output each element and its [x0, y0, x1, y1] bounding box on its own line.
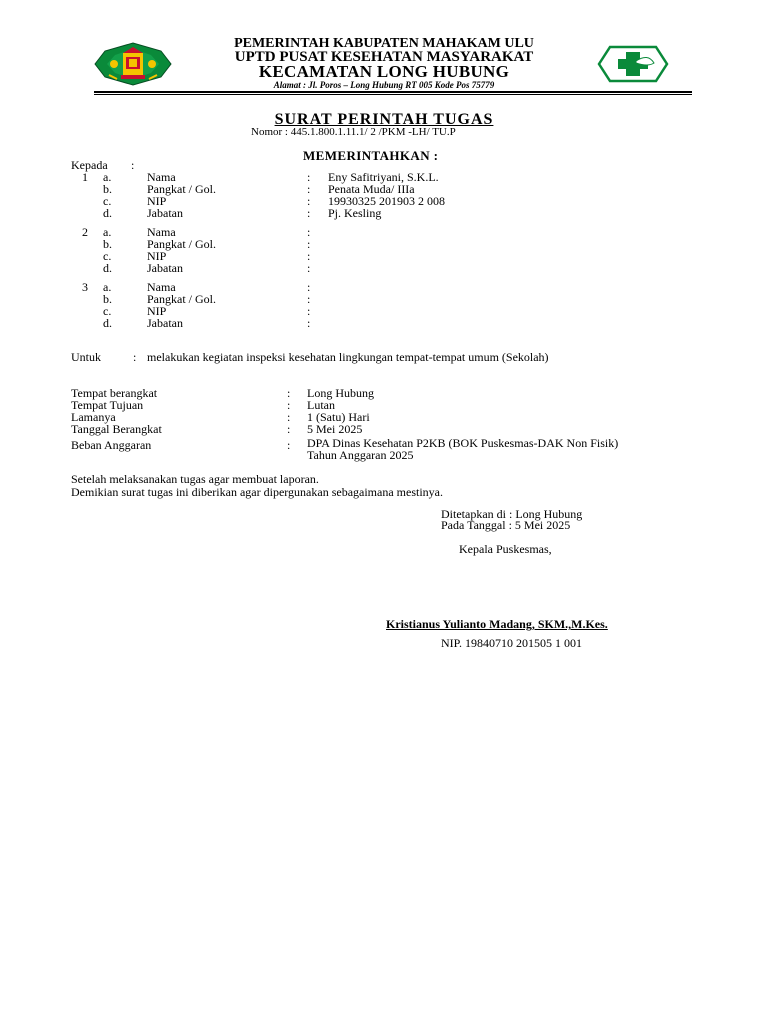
field-label-jabatan: Jabatan — [147, 206, 183, 220]
row-letter: c. — [103, 304, 112, 318]
untuk-label: Untuk — [71, 350, 101, 364]
field-value-nip: 19930325 201903 2 008 — [328, 194, 445, 208]
detail-value-tanggal-berangkat: 5 Mei 2025 — [307, 422, 363, 436]
field-label-nip: NIP — [147, 249, 167, 263]
field-label-nama: Nama — [147, 280, 176, 294]
header-government: PEMERINTAH KABUPATEN MAHAKAM ULU — [234, 36, 534, 51]
header-address: Alamat : Jl. Poros – Long Hubung RT 005 Kode Pos 75779 — [273, 80, 495, 90]
detail-colon: : — [287, 398, 291, 412]
kepada-colon: : — [131, 158, 135, 172]
field-label-jabatan: Jabatan — [147, 261, 183, 275]
field-label-pangkat: Pangkat / Gol. — [147, 292, 216, 306]
person-number: 3 — [82, 280, 88, 294]
detail-value-tempat-berangkat: Long Hubung — [307, 386, 374, 400]
field-colon: : — [307, 237, 311, 251]
letter-number: Nomor : 445.1.800.1.11.1/ 2 /PKM -LH/ TU.P — [251, 126, 456, 138]
row-letter: c. — [103, 194, 112, 208]
detail-colon: : — [287, 410, 291, 424]
field-colon: : — [307, 280, 311, 294]
untuk-colon: : — [133, 350, 137, 364]
header-kecamatan: KECAMATAN LONG HUBUNG — [258, 62, 510, 81]
pada-tanggal: Pada Tanggal : 5 Mei 2025 — [441, 518, 571, 532]
signer-position: Kepala Puskesmas, — [459, 542, 552, 556]
kepada-label: Kepada — [71, 158, 108, 172]
beban-anggaran-line1: DPA Dinas Kesehatan P2KB (BOK Puskesmas-DAK Non Fisik) — [307, 436, 619, 450]
person-number: 1 — [82, 170, 88, 184]
signer-nip: NIP. 19840710 201505 1 001 — [441, 636, 583, 650]
header-rule-thick — [94, 91, 692, 93]
row-letter: b. — [103, 237, 112, 251]
field-colon: : — [307, 261, 311, 275]
detail-value-lamanya: 1 (Satu) Hari — [307, 410, 370, 424]
detail-label-tanggal-berangkat: Tanggal Berangkat — [71, 422, 162, 436]
detail-value-tempat-tujuan: Lutan — [307, 398, 335, 412]
beban-anggaran-line2: Tahun Anggaran 2025 — [307, 448, 414, 462]
detail-label-lamanya: Lamanya — [71, 410, 116, 424]
field-label-nama: Nama — [147, 225, 176, 239]
field-colon: : — [307, 292, 311, 306]
field-colon: : — [307, 170, 311, 184]
row-letter: d. — [103, 206, 112, 220]
row-letter: c. — [103, 249, 112, 263]
header-rule-thin — [94, 94, 692, 95]
field-value-jabatan: Pj. Kesling — [328, 206, 382, 220]
field-colon: : — [307, 304, 311, 318]
beban-anggaran-colon: : — [287, 438, 291, 452]
memerintahkan-heading: MEMERINTAHKAN : — [303, 148, 439, 163]
row-letter: a. — [103, 170, 112, 184]
field-colon: : — [307, 182, 311, 196]
field-colon: : — [307, 206, 311, 220]
detail-label-tempat-tujuan: Tempat Tujuan — [71, 398, 144, 412]
untuk-text: melakukan kegiatan inspeksi kesehatan lingkungan tempat-tempat umum (Sekolah) — [147, 350, 549, 364]
detail-colon: : — [287, 386, 291, 400]
field-label-nip: NIP — [147, 304, 167, 318]
field-label-nama: Nama — [147, 170, 176, 184]
row-letter: b. — [103, 292, 112, 306]
row-letter: a. — [103, 280, 112, 294]
closing-line-1: Setelah melaksanakan tugas agar membuat laporan. — [71, 472, 319, 486]
field-value-nama: Eny Safitriyani, S.K.L. — [328, 170, 439, 184]
field-colon: : — [307, 249, 311, 263]
letter-title: SURAT PERINTAH TUGAS — [274, 111, 494, 128]
row-letter: a. — [103, 225, 112, 239]
field-label-pangkat: Pangkat / Gol. — [147, 237, 216, 251]
field-colon: : — [307, 225, 311, 239]
detail-label-tempat-berangkat: Tempat berangkat — [71, 386, 158, 400]
row-letter: d. — [103, 316, 112, 330]
field-colon: : — [307, 194, 311, 208]
closing-line-2: Demikian surat tugas ini diberikan agar dipergunakan sebagaimana mestinya. — [71, 485, 443, 499]
beban-anggaran-label: Beban Anggaran — [71, 438, 152, 452]
person-number: 2 — [82, 225, 88, 239]
header-uptd: UPTD PUSAT KESEHATAN MASYARAKAT — [234, 49, 534, 65]
field-label-nip: NIP — [147, 194, 167, 208]
row-letter: b. — [103, 182, 112, 196]
detail-colon: : — [287, 422, 291, 436]
field-colon: : — [307, 316, 311, 330]
row-letter: d. — [103, 261, 112, 275]
ditetapkan-di: Ditetapkan di : Long Hubung — [441, 507, 583, 521]
field-value-pangkat: Penata Muda/ IIIa — [328, 182, 415, 196]
field-label-pangkat: Pangkat / Gol. — [147, 182, 216, 196]
field-label-jabatan: Jabatan — [147, 316, 183, 330]
signer-name: Kristianus Yulianto Madang, SKM.,M.Kes. — [386, 617, 608, 631]
